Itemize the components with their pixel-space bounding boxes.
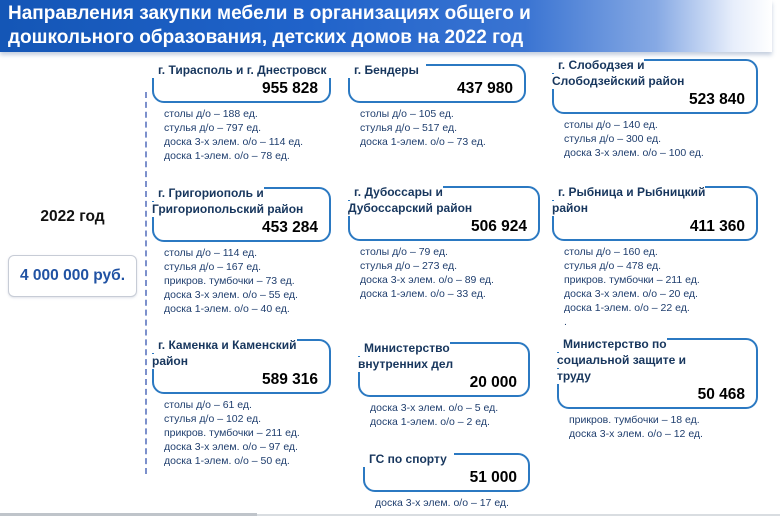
- detail-item: прикров. тумбочки – 73 ед.: [164, 275, 295, 287]
- region-card-bendery: [348, 62, 526, 149]
- slide-title-line1: Направления закупки мебели в организациях общего и: [8, 3, 531, 24]
- agency-card-sport: [363, 451, 530, 510]
- detail-item: доска 3-х элем. о/о – 5 ед.: [370, 402, 499, 414]
- ministry-title: Министерство внутренних дел: [358, 341, 460, 372]
- agency-detail-list: [375, 496, 530, 510]
- region-amount: 523 840: [688, 91, 745, 108]
- ministry-detail-list: [569, 413, 758, 441]
- region-detail-list: [360, 245, 540, 301]
- detail-item: стулья д/о – 300 ед.: [564, 133, 662, 145]
- slide-title-banner: [0, 0, 772, 52]
- detail-item: доска 3-х элем. о/о – 114 ед.: [164, 136, 304, 148]
- detail-item: прикров. тумбочки – 211 ед.: [564, 274, 700, 286]
- detail-item: прикров. тумбочки – 18 ед.: [569, 414, 700, 426]
- detail-item: .: [564, 316, 567, 328]
- region-card-slobodzeya: [552, 57, 758, 160]
- slide-title-line2: дошкольного образования, детских домов на 2022 год: [8, 27, 524, 48]
- region-detail-list: [164, 107, 331, 163]
- detail-item: доска 1-элем. о/о – 33 ед.: [360, 288, 486, 300]
- detail-item: доска 3-х элем. о/о – 17 ед.: [375, 497, 509, 509]
- ministry-detail-list: [370, 401, 530, 429]
- detail-item: доска 3-х элем. о/о – 20 ед.: [564, 288, 698, 300]
- detail-item: стулья д/о – 102 ед.: [164, 413, 262, 425]
- region-detail-list: [164, 398, 331, 468]
- detail-item: столы д/о – 114 ед.: [164, 247, 258, 259]
- region-title: г. Дубоссары и Дубоссарский район: [348, 185, 479, 216]
- detail-item: прикров. тумбочки – 211 ед.: [164, 427, 300, 439]
- detail-item: доска 1-элем. о/о – 2 ед.: [370, 416, 490, 428]
- detail-item: доска 3-х элем. о/о – 100 ед.: [564, 147, 704, 159]
- ministry-amount: 20 000: [469, 374, 517, 391]
- ministry-card-internal-affairs: [358, 340, 530, 429]
- region-title: г. Слободзея и Слободзейский район: [552, 58, 691, 89]
- region-title: г. Бендеры: [348, 63, 426, 78]
- region-amount: 589 316: [261, 371, 318, 388]
- detail-item: доска 1-элем. о/о – 40 ед.: [164, 303, 290, 315]
- detail-item: доска 1-элем. о/о – 50 ед.: [164, 455, 290, 467]
- detail-item: столы д/о – 140 ед.: [564, 119, 658, 131]
- detail-item: доска 3-х элем. о/о – 97 ед.: [164, 441, 298, 453]
- detail-item: доска 1-элем. о/о – 22 ед.: [564, 302, 690, 314]
- region-amount: 453 284: [261, 219, 318, 236]
- detail-item: доска 1-элем. о/о – 73 ед.: [360, 136, 486, 148]
- ministry-amount: 50 468: [697, 386, 745, 403]
- region-detail-list: [564, 118, 758, 160]
- detail-item: стулья д/о – 273 ед.: [360, 260, 458, 272]
- detail-item: столы д/о – 160 ед.: [564, 246, 658, 258]
- detail-item: столы д/о – 188 ед.: [164, 108, 258, 120]
- agency-title: ГС по спорту: [363, 452, 454, 467]
- region-card-grigoriopol: [152, 185, 331, 316]
- region-amount: 437 980: [456, 80, 513, 97]
- detail-item: доска 3-х элем. о/о – 12 ед.: [569, 428, 703, 440]
- detail-item: столы д/о – 105 ед.: [360, 108, 454, 120]
- region-title: г. Григориополь и Григориопольский район: [152, 186, 310, 217]
- detail-item: столы д/о – 79 ед.: [360, 246, 448, 258]
- detail-item: доска 1-элем. о/о – 78 ед.: [164, 150, 290, 162]
- region-detail-list: [564, 245, 758, 329]
- detail-item: доска 3-х элем. о/о – 89 ед.: [360, 274, 494, 286]
- vertical-dashed-divider: [145, 92, 147, 474]
- region-card-tiraspol: [152, 62, 331, 163]
- region-title: г. Рыбница и Рыбницкий район: [552, 185, 706, 215]
- total-budget-box: [8, 255, 137, 297]
- region-title: г. Каменка и Каменский район: [152, 338, 297, 368]
- region-amount: 411 360: [689, 218, 745, 235]
- detail-item: стулья д/о – 478 ед.: [564, 260, 662, 272]
- footer-divider-accent: [0, 513, 257, 516]
- detail-item: стулья д/о – 167 ед.: [164, 261, 262, 273]
- region-card-dubossary: [348, 184, 540, 301]
- agency-amount: 51 000: [469, 469, 517, 486]
- region-card-rybnitsa: [552, 184, 758, 329]
- detail-item: столы д/о – 61 ед.: [164, 399, 252, 411]
- region-detail-list: [164, 246, 331, 316]
- region-card-kamenka: [152, 337, 331, 468]
- ministry-card-social-protection: [557, 336, 758, 441]
- year-label: 2022 год: [40, 208, 105, 225]
- region-amount: 955 828: [261, 80, 318, 97]
- total-budget-value: 4 000 000 руб.: [19, 267, 126, 284]
- detail-item: доска 3-х элем. о/о – 55 ед.: [164, 289, 298, 301]
- detail-item: стулья д/о – 517 ед.: [360, 122, 458, 134]
- region-title: г. Тирасполь и г. Днестровск: [152, 63, 333, 78]
- region-amount: 506 924: [470, 218, 527, 235]
- detail-item: стулья д/о – 797 ед.: [164, 122, 262, 134]
- ministry-title: Министерство по социальной защите и труду: [557, 337, 686, 383]
- region-detail-list: [360, 107, 526, 149]
